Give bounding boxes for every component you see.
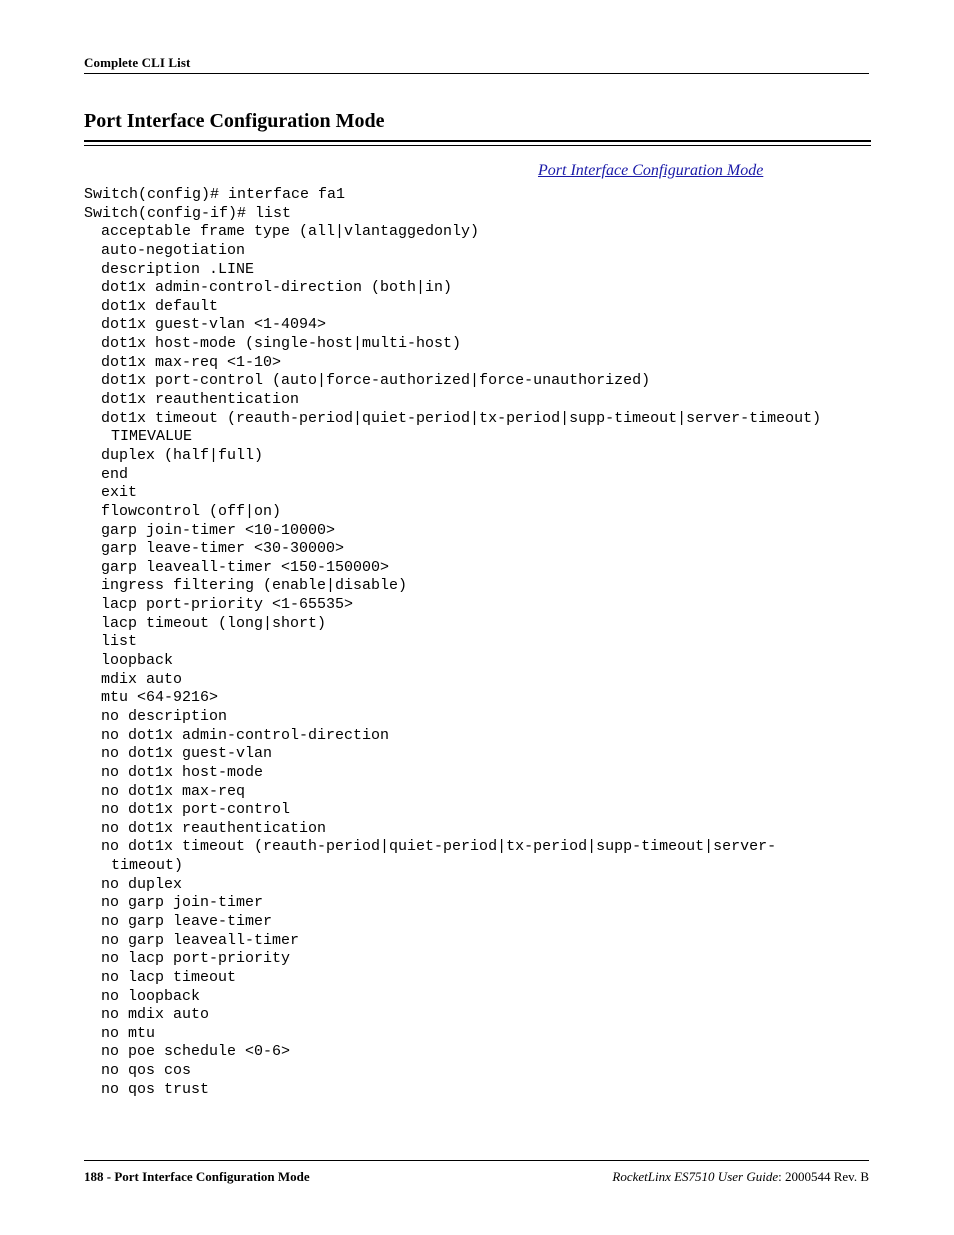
footer-page-label: 188 - Port Interface Configuration Mode [84, 1169, 310, 1184]
cli-line: no garp leave-timer [101, 912, 273, 930]
footer-doc-number: : 2000544 Rev. B [778, 1169, 869, 1184]
footer-rule [84, 1160, 869, 1161]
cli-line: dot1x guest-vlan <1-4094> [101, 316, 327, 334]
cli-line: no garp join-timer [101, 894, 264, 912]
cross-reference-link[interactable]: Port Interface Configuration Mode [538, 162, 764, 179]
cli-line: mtu <64-9216> [101, 689, 219, 707]
cli-line: no description [101, 707, 228, 725]
cli-line: dot1x default [101, 297, 219, 315]
cli-line: dot1x host-mode (single-host|multi-host) [101, 335, 462, 353]
cli-line: dot1x admin-control-direction (both|in) [101, 279, 453, 297]
cli-code-block [84, 186, 821, 1099]
cli-line: no dot1x max-req [101, 782, 246, 800]
cli-line: loopback [101, 652, 174, 670]
cli-line: duplex (half|full) [101, 446, 264, 464]
cli-line: garp join-timer <10-10000> [101, 521, 336, 539]
cli-line: garp leave-timer <30-30000> [101, 540, 345, 558]
cli-line: no duplex [101, 875, 183, 893]
cli-line: dot1x reauthentication [101, 391, 300, 409]
cli-line: lacp port-priority <1-65535> [101, 596, 354, 614]
cli-line: end [101, 465, 129, 483]
cli-line: no lacp port-priority [101, 950, 291, 968]
cli-line: TIMEVALUE [111, 428, 193, 446]
cli-line: mdix auto [101, 670, 183, 688]
cli-line: no mdix auto [101, 1006, 210, 1024]
cli-line: flowcontrol (off|on) [101, 502, 282, 520]
cli-line: auto-negotiation [101, 241, 246, 259]
cli-line: no garp leaveall-timer [101, 931, 300, 949]
cli-line: dot1x port-control (auto|force-authorized|force-unauthorized) [101, 372, 651, 390]
cli-line: no loopback [101, 987, 201, 1005]
cli-line: no dot1x admin-control-direction [101, 726, 390, 744]
cli-line: no dot1x timeout (reauth-period|quiet-period|tx-period|supp-timeout|server- [101, 838, 777, 856]
cli-line: description .LINE [101, 260, 255, 278]
cli-line: garp leaveall-timer <150-150000> [101, 558, 390, 576]
cli-line: no poe schedule <0-6> [101, 1043, 291, 1061]
cli-line: no qos trust [101, 1080, 210, 1098]
cli-line: no dot1x host-mode [101, 763, 264, 781]
cli-line: no mtu [101, 1024, 156, 1042]
cli-line: ingress filtering (enable|disable) [101, 577, 408, 595]
cli-line: timeout) [111, 857, 184, 875]
cli-line: dot1x max-req <1-10> [101, 353, 282, 371]
cli-line: no dot1x guest-vlan [101, 745, 273, 763]
title-rule [84, 140, 871, 146]
cli-line: no dot1x port-control [101, 801, 291, 819]
header-rule [84, 73, 869, 74]
cli-line: lacp timeout (long|short) [101, 614, 327, 632]
cli-line: no dot1x reauthentication [101, 819, 327, 837]
running-header: Complete CLI List [84, 55, 191, 70]
cli-line: dot1x timeout (reauth-period|quiet-period|tx-period|supp-timeout|server-timeout) [101, 409, 822, 427]
footer-doc-info [612, 1169, 869, 1185]
footer-product-name: RocketLinx ES7510 User Guide [612, 1169, 779, 1184]
cli-line: acceptable frame type (all|vlantaggedonly) [101, 223, 480, 241]
cli-line: Switch(config-if)# list [84, 204, 292, 222]
cli-line: exit [101, 484, 138, 502]
cli-line: Switch(config)# interface fa1 [84, 186, 346, 203]
cli-line: list [101, 633, 138, 651]
section-title: Port Interface Configuration Mode [84, 110, 385, 132]
cli-line: no qos cos [101, 1062, 192, 1080]
cli-line: no lacp timeout [101, 968, 237, 986]
